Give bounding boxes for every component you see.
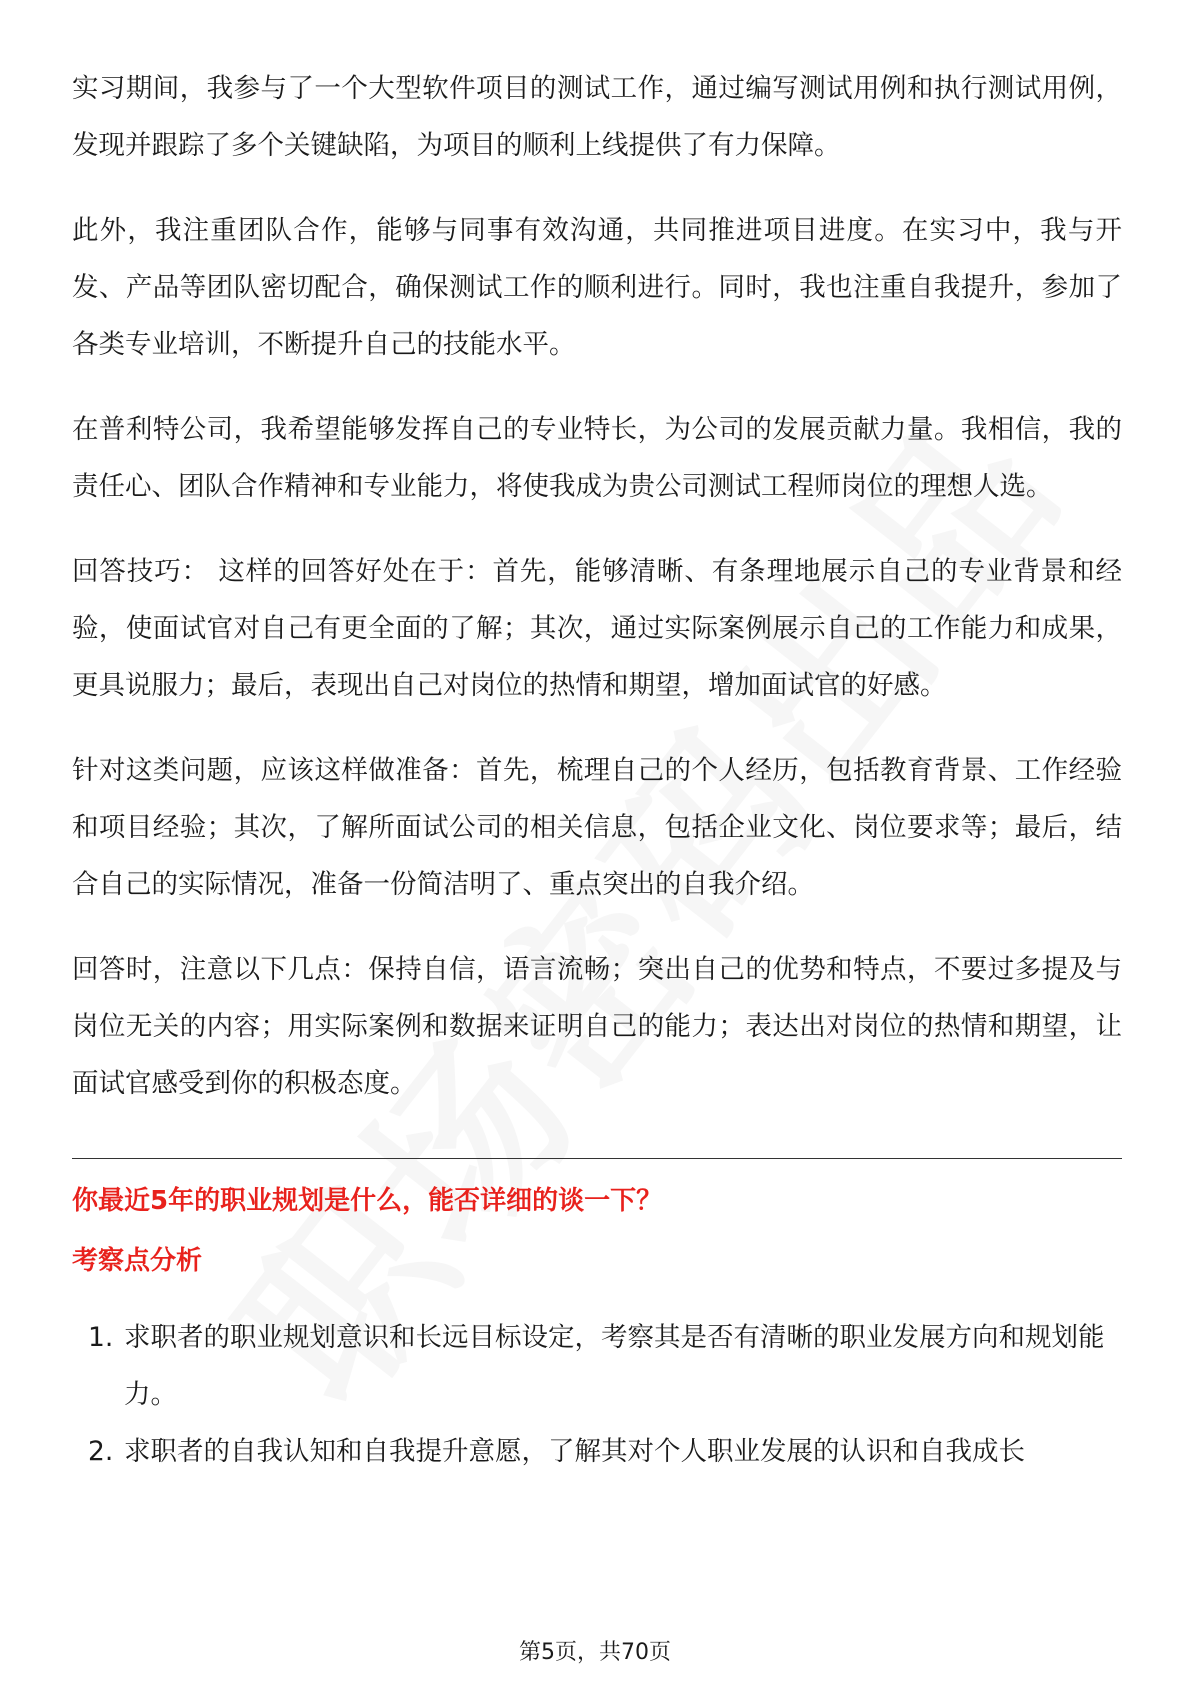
section-divider	[72, 1158, 1122, 1159]
document-body	[72, 60, 1122, 1480]
list-item-number: 1.	[88, 1322, 114, 1353]
paragraph-teamwork: 此外，我注重团队合作，能够与同事有效沟通，共同推进项目进度。在实习中，我与开发、产品等团队密切配合，确保测试工作的顺利进行。同时，我也注重自我提升，参加了各类专业培训，不断提升自己的技能水平。	[72, 215, 1122, 360]
list-item-text: 求职者的职业规划意识和长远目标设定，考察其是否有清晰的职业发展方向和规划能力。	[124, 1322, 1105, 1410]
paragraph-preparation: 针对这类问题，应该这样做准备：首先，梳理自己的个人经历，包括教育背景、工作经验和项目经验；其次，了解所面试公司的相关信息，包括企业文化、岗位要求等；最后，结合自己的实际情况，准备一份简洁明了、重点突出的自我介绍。	[72, 755, 1122, 900]
paragraph-answer-tips: 回答技巧： 这样的回答好处在于：首先，能够清晰、有条理地展示自己的专业背景和经验，使面试官对自己有更全面的了解；其次，通过实际案例展示自己的工作能力和成果，更具说服力；最后，表现出自己对岗位的热情和期望，增加面试官的好感。	[72, 556, 1122, 701]
list-item	[72, 1423, 1122, 1480]
paragraph-company-fit: 在普利特公司，我希望能够发挥自己的专业特长，为公司的发展贡献力量。我相信，我的责任心、团队合作精神和专业能力，将使我成为贵公司测试工程师岗位的理想人选。	[72, 414, 1122, 502]
list-item-number: 2.	[88, 1436, 114, 1467]
analysis-heading: 考察点分析	[72, 1246, 203, 1276]
interview-question: 你最近5年的职业规划是什么，能否详细的谈一下？	[72, 1186, 663, 1216]
paragraph-internship: 实习期间，我参与了一个大型软件项目的测试工作，通过编写测试用例和执行测试用例，发现并跟踪了多个关键缺陷，为项目的顺利上线提供了有力保障。	[72, 73, 1122, 161]
page-footer: 第5页，共70页	[519, 1640, 671, 1665]
list-item-text: 求职者的自我认知和自我提升意愿，了解其对个人职业发展的认识和自我成长	[124, 1436, 1025, 1467]
list-item	[72, 1309, 1122, 1423]
paragraph-answer-notes: 回答时，注意以下几点：保持自信，语言流畅；突出自己的优势和特点，不要过多提及与岗位无关的内容；用实际案例和数据来证明自己的能力；表达出对岗位的热情和期望，让面试官感受到你的积极态度。	[72, 954, 1122, 1099]
analysis-list	[72, 1309, 1122, 1480]
